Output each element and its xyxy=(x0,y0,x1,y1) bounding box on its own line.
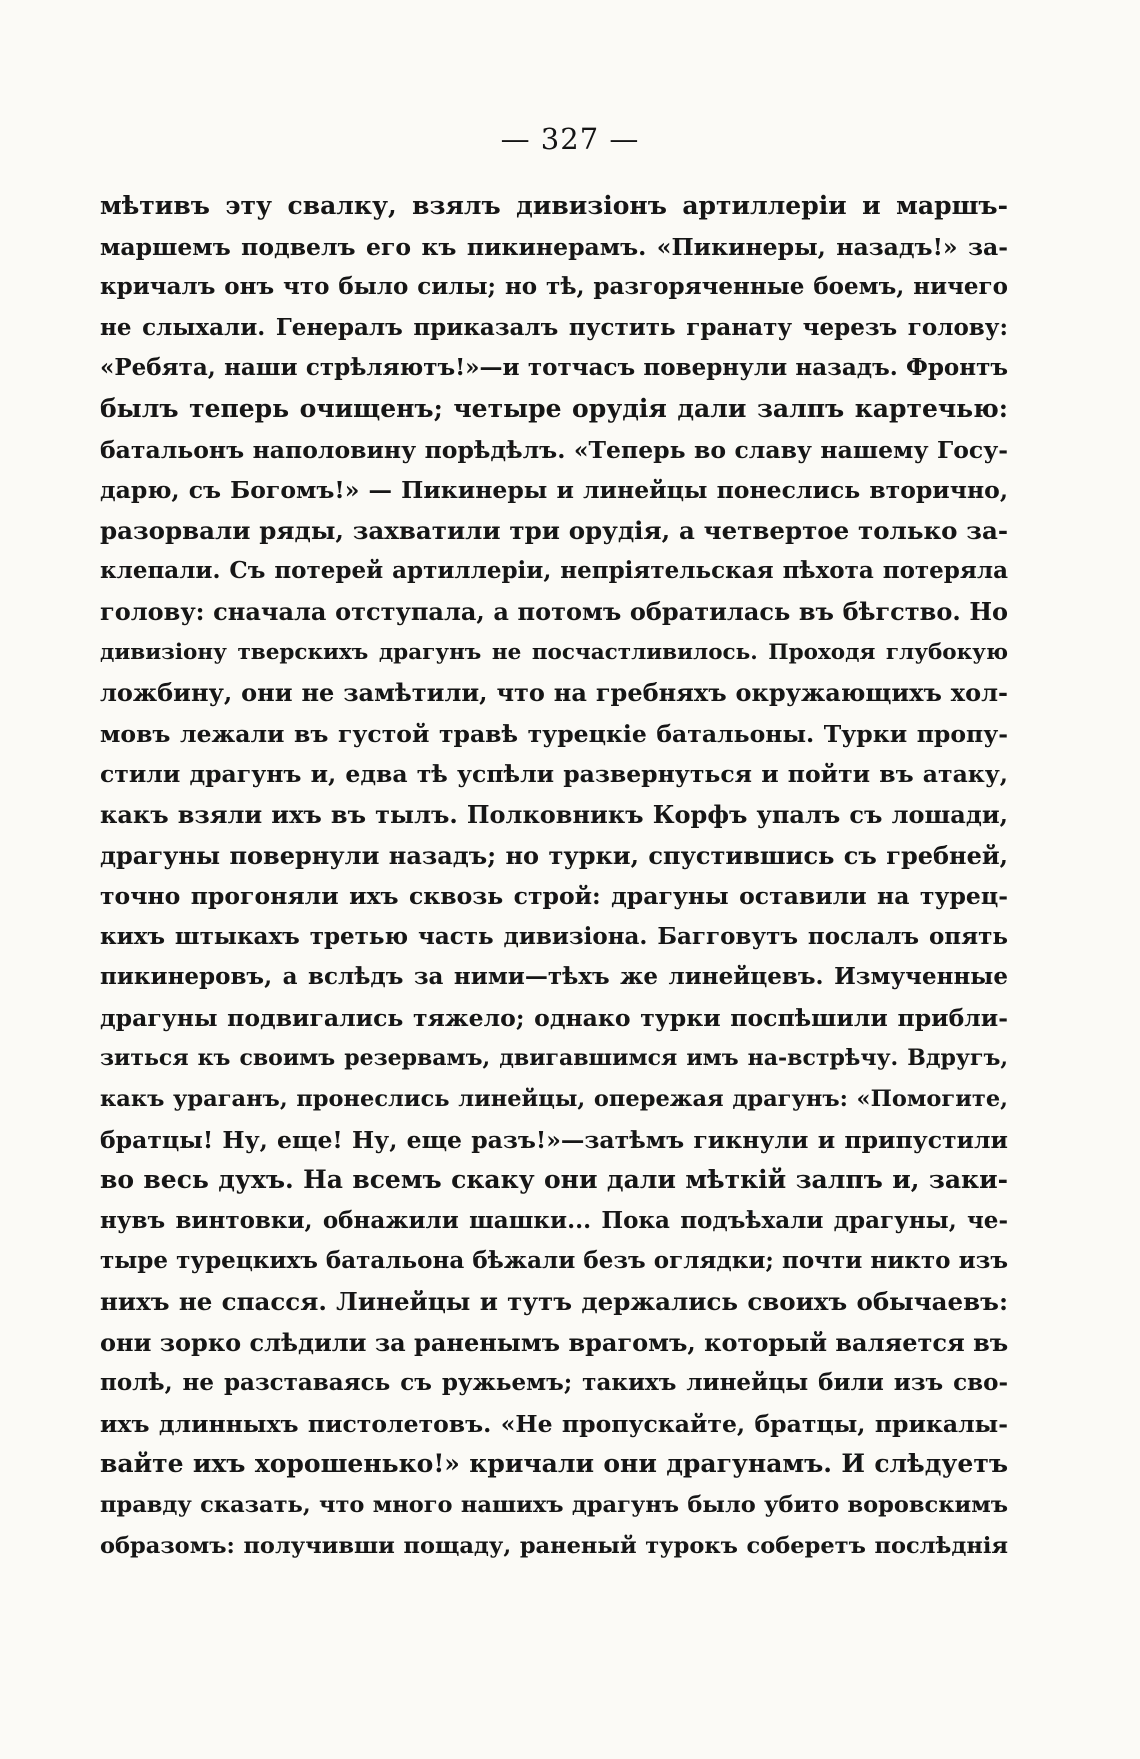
text-line: батальонъ наполовину порѣдѣлъ. «Теперь во славу нашему Госу- xyxy=(100,435,1008,464)
text-line: какъ ураганъ, пронеслись линейцы, опережая драгунъ: «Помогите, xyxy=(100,1086,1008,1113)
text-line: точно прогоняли ихъ сквозь строй: драгуны оставили на турец- xyxy=(100,882,1008,911)
text-line: полѣ, не разставаясь съ ружьемъ; такихъ линейцы били изъ сво- xyxy=(100,1369,1008,1397)
text-line: ложбину, они не замѣтили, что на гребняхъ окружающихъ хол- xyxy=(100,678,1008,708)
text-line: нихъ не спасся. Линейцы и тутъ держались своихъ обычаевъ: xyxy=(100,1287,1008,1317)
text-line: «Ребята, наши стрѣляютъ!»—и тотчасъ повернули назадъ. Фронтъ xyxy=(100,354,1008,382)
text-line: мѣтивъ эту свалку, взялъ дивизіонъ артиллеріи и маршъ- xyxy=(100,191,1008,220)
page-number: — 327 — xyxy=(500,122,640,156)
text-line: тыре турецкихъ батальона бѣжали безъ оглядки; почти никто изъ xyxy=(100,1247,1008,1275)
text-line: они зорко слѣдили за раненымъ врагомъ, который валяется въ xyxy=(100,1327,1008,1357)
text-line: клепали. Съ потерей артиллеріи, непріятельская пѣхота потеряла xyxy=(100,557,1008,585)
text-line: пикинеровъ, а вслѣдъ за ними—тѣхъ же линейцевъ. Измученные xyxy=(100,963,1008,991)
text-line: не слыхали. Генералъ приказалъ пустить гранату черезъ голову: xyxy=(100,313,1008,341)
text-line: кричалъ онъ что было силы; но тѣ, разгоряченные боемъ, ничего xyxy=(100,273,1008,301)
text-line: маршемъ подвелъ его къ пикинерамъ. «Пикинеры, назадъ!» за- xyxy=(100,232,1008,261)
text-line: ихъ длинныхъ пистолетовъ. «Не пропускайте, братцы, прикалы- xyxy=(100,1409,1008,1438)
text-line: драгуны подвигались тяжело; однако турки поспѣшили прибли- xyxy=(100,1003,1008,1032)
text-line: стили драгунъ и, едва тѣ успѣли развернуться и пойти въ атаку, xyxy=(100,760,1008,789)
text-line: голову: сначала отступала, а потомъ обратилась въ бѣгство. Но xyxy=(100,596,1008,626)
text-line: вайте ихъ хорошенько!» кричали они драгунамъ. И слѣдуетъ xyxy=(100,1449,1008,1479)
text-line: во весь духъ. На всемъ скаку они дали мѣткій залпъ и, заки- xyxy=(100,1165,1008,1195)
text-line: братцы! Ну, еще! Ну, еще разъ!»—затѣмъ гикнули и припустили xyxy=(100,1125,1008,1154)
body-text xyxy=(100,186,1008,1566)
text-line: какъ взяли ихъ въ тылъ. Полковникъ Корфъ упалъ съ лошади, xyxy=(100,799,1008,829)
text-line: разорвали ряды, захватили три орудія, а четвертое только за- xyxy=(100,515,1008,545)
text-line: дивизіону тверскихъ драгунъ не посчастливилось. Проходя глубокую xyxy=(100,639,1008,665)
text-line: мовъ лежали въ густой травѣ турецкіе батальоны. Турки пропу- xyxy=(100,719,1008,748)
text-line: нувъ винтовки, обнажили шашки... Пока подъѣхали драгуны, че- xyxy=(100,1206,1008,1234)
text-line: кихъ штыкахъ третью часть дивизіона. Багговутъ послалъ опять xyxy=(100,922,1008,950)
text-line: образомъ: получивши пощаду, раненый турокъ соберетъ послѣднія xyxy=(100,1532,1008,1559)
text-line: правду сказать, что много нашихъ драгунъ было убито воровскимъ xyxy=(100,1492,1008,1518)
text-line: дарю, съ Богомъ!» — Пикинеры и линейцы понеслись вторично, xyxy=(100,476,1008,505)
text-line: драгуны повернули назадъ; но турки, спустившись съ гребней, xyxy=(100,840,1008,870)
text-line: зиться къ своимъ резервамъ, двигавшимся имъ на-встрѣчу. Вдругъ, xyxy=(100,1045,1008,1072)
text-line: былъ теперь очищенъ; четыре орудія дали залпъ картечью: xyxy=(100,393,1008,423)
